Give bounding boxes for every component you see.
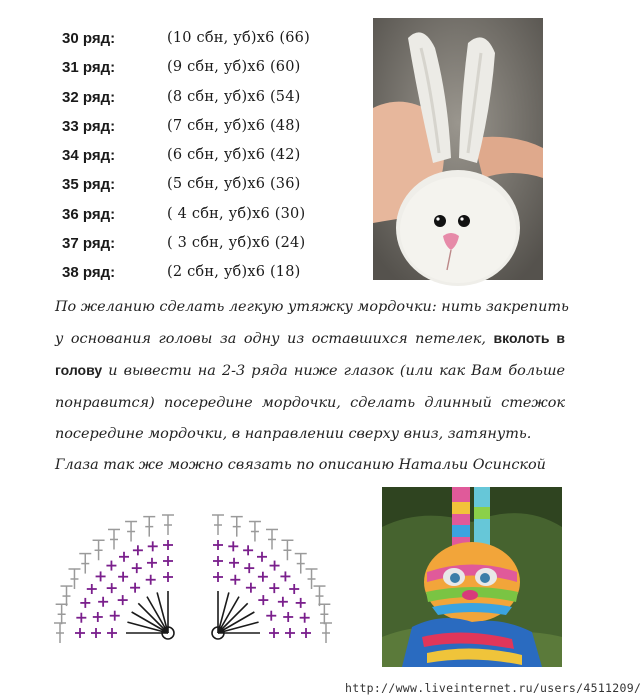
paragraph-text: у основания головы за одну из оставшихся петелек, [55,331,494,348]
stitch-symbol [163,540,173,550]
row-value: (9 сбн, уб)х6 (60) [167,59,301,76]
stitch-symbol [118,595,128,605]
stitch-symbol [79,554,91,574]
row-value: ( 3 сбн, уб)х6 (24) [167,235,306,252]
stitch-symbol [243,545,253,555]
stitch-symbol [213,540,223,550]
stitch-symbol [283,612,293,622]
bunny-head-photo [373,18,543,280]
stitch-symbol [132,563,142,573]
stitch-symbol [229,558,239,568]
row-value: (5 сбн, уб)х6 (36) [167,176,301,193]
stitch-symbol [107,583,117,593]
row-entry [62,30,362,59]
row-value: (2 сбн, уб)х6 (18) [167,264,301,281]
stitch-symbol [110,611,120,621]
crochet-chart-diagram [28,508,368,658]
row-value: ( 4 сбн, уб)х6 (30) [167,205,306,222]
row-entry [62,147,362,176]
stitch-symbol [125,522,137,542]
stitch-symbol [106,561,116,571]
stitch-symbol [75,628,85,638]
paragraph-line [55,355,565,387]
row-label: 32 ряд: [62,88,116,106]
stitch-symbol [270,561,280,571]
row-value: (10 сбн, уб)х6 (66) [167,30,310,46]
stitch-symbol [266,529,278,549]
stitch-symbol [108,529,120,549]
stitch-symbol [249,522,261,542]
stitch-symbol [119,552,129,562]
stitch-symbol [91,628,101,638]
source-url[interactable]: http://www.liveinternet.ru/users/4511209/ [345,681,641,695]
stitch-symbol [107,628,117,638]
stitch-symbol [318,604,330,624]
paragraph-line: По желанию сделать легкую утяжку мордочки: нить закрепить [55,299,569,315]
row-list [62,30,362,294]
stitch-symbol [266,611,276,621]
stitch-symbol [269,628,279,638]
stitch-symbol [246,583,256,593]
stitch-symbol [56,604,68,624]
stitch-symbol [230,575,240,585]
stitch-symbol [296,598,306,608]
stitch-symbol [320,623,332,643]
stitch-symbol [213,572,223,582]
row-entry [62,264,362,293]
stitch-symbol [313,586,325,606]
stitch-symbol [231,517,243,537]
stitch-symbol [281,540,293,560]
paragraph-line: Глаза так же можно связать по описанию Натальи Осинской [55,457,546,474]
row-label: 30 ряд: [62,30,116,47]
row-entry [62,118,362,147]
stitch-symbol [163,572,173,582]
stitch-symbol [258,572,268,582]
stitch-symbol [278,597,288,607]
stitch-symbol [285,628,295,638]
stitch-symbol [280,571,290,581]
stitch-symbol [80,598,90,608]
paragraph-line [55,323,565,355]
row-label: 36 ряд: [62,205,116,223]
stitch-symbol [212,515,224,535]
stitch-symbol [93,612,103,622]
row-entry [62,235,362,264]
row-entry [62,59,362,88]
stitch-symbol [162,515,174,535]
stitch-symbol [148,541,158,551]
paragraph-line: понравится) посередине мордочки, сделать длинный стежок [55,394,565,411]
row-value: (8 сбн, уб)х6 (54) [167,88,301,105]
stitch-symbol [76,613,86,623]
bunny-head-illustration [373,18,543,280]
stitch-symbol [118,572,128,582]
stitch-symbol [96,571,106,581]
stitch-symbol [163,556,173,566]
stitch-symbol [133,545,143,555]
stitch-symbol [61,586,73,606]
stitch-symbol [295,554,307,574]
stitch-symbol [213,556,223,566]
stitch-symbol [98,597,108,607]
stitch-symbol [87,584,97,594]
row-label: 33 ряд: [62,117,116,135]
paragraph-line: посередине мордочки, в направлении сверху вниз, затянуть. [55,425,532,442]
row-entry [62,176,362,205]
stitch-symbol [130,583,140,593]
row-label: 34 ряд: [62,147,116,165]
stitch-symbol [228,541,238,551]
stitch-symbol [93,540,105,560]
row-label: 35 ряд: [62,176,116,194]
rainbow-bunny-illustration [382,487,562,667]
stitch-symbol [289,584,299,594]
stitch-symbol [300,613,310,623]
stitch-symbol [244,563,254,573]
instruction-paragraph [55,292,569,481]
stitch-symbol [258,595,268,605]
paragraph-bold: голову [55,362,103,379]
stitch-symbol [146,575,156,585]
stitch-symbol [257,552,267,562]
row-label: 38 ряд: [62,264,116,282]
row-value: (6 сбн, уб)х6 (42) [167,147,301,164]
row-entry [62,206,362,235]
row-value: (7 сбн, уб)х6 (48) [167,117,301,134]
stitch-symbol [147,558,157,568]
stitch-symbol [269,583,279,593]
rainbow-bunny-photo [382,487,562,667]
row-entry [62,89,362,118]
stitch-symbol [143,517,155,537]
paragraph-text: и вывести на 2-3 ряда ниже глазок (или как Вам больше [102,363,565,380]
stitch-symbol [54,623,66,643]
stitch-symbol [301,628,311,638]
row-label: 37 ряд: [62,235,116,253]
paragraph-bold: вколоть в [493,330,565,347]
row-label: 31 ряд: [62,59,116,77]
